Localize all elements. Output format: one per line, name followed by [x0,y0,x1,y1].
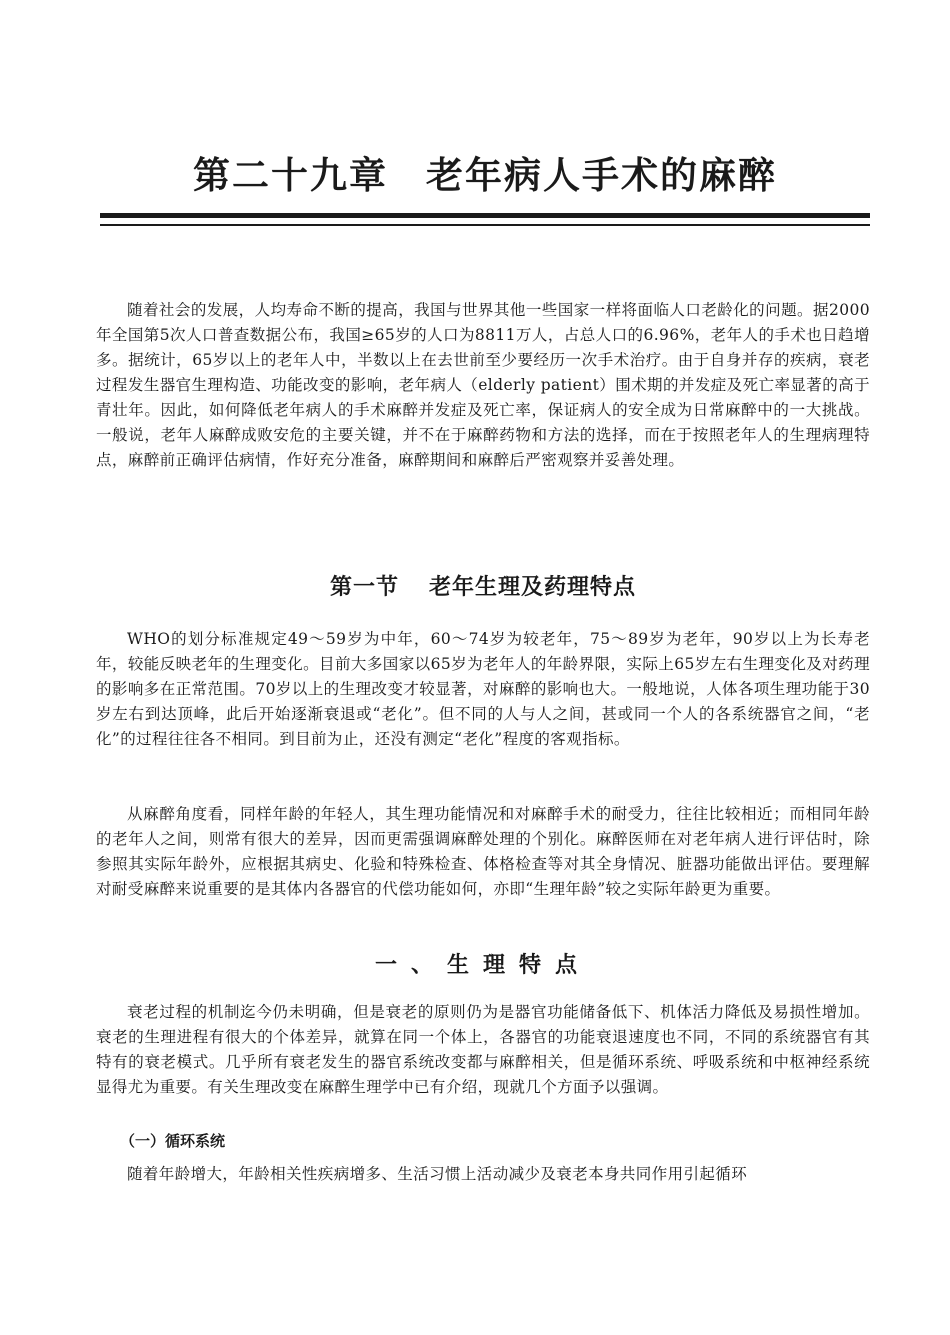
intro-paragraph: 随着社会的发展，人均寿命不断的提高，我国与世界其他一些国家一样将面临人口老龄化的问题。据2000年全国第5次人口普查数据公布，我国≥65岁的人口为8811万人，占总人口的6.96%，老年人的手术也日趋增多。据统计，65岁以上的老年人中，半数以上在去世前至少要经历一次手术治疗。由于自身并存的疾病，衰老过程发生器官生理构造、功能改变的影响，老年病人（elderly patient）围术期的并发症及死亡率显著的高于青壮年。因此，如何降低老年病人的手术麻醉并发症及死亡率，保证病人的安全成为日常麻醉中的一大挑战。一般说，老年人麻醉成败安危的主要关键，并不在于麻醉药物和方法的选择，而在于按照老年人的生理病理特点，麻醉前正确评估病情，作好充分准备，麻醉期间和麻醉后严密观察并妥善处理。 [96,301,870,469]
title-rule-thin [100,224,870,226]
chapter-name: 老年病人手术的麻醉 [426,153,777,197]
section-paragraph-1: WHO的划分标准规定49～59岁为中年，60～74岁为较老年，75～89岁为老年，90岁以上为长寿老年，较能反映老年的生理变化。目前大多国家以65岁为老年人的年龄界限，实际上65岁左右生理变化及对药理的影响多在正常范围。70岁以上的生理改变才较显著，对麻醉的影响也大。一般地说，人体各项生理功能于30岁左右到达顶峰，此后开始逐渐衰退或“老化”。但不同的人与人之间，甚或同一个人的各系统器官之间，“老化”的过程往往各不相同。到目前为止，还没有测定“老化”程度的客观指标。 [96,630,870,748]
chapter-title [100,150,870,200]
section-number: 第一节 [329,575,399,600]
circulation-paragraph: 随着年龄增大，年龄相关性疾病增多、生活习惯上活动减少及衰老本身共同作用引起循环 [127,1165,748,1183]
chapter-number: 第二十九章 [193,153,388,197]
title-rule-thick [100,213,870,218]
section-name: 老年生理及药理特点 [429,575,637,600]
section-paragraph-2: 从麻醉角度看，同样年龄的年轻人，其生理功能情况和对麻醉手术的耐受力，往往比较相近；而相同年龄的老年人之间，则常有很大的差异，因而更需强调麻醉处理的个别化。麻醉医师在对老年病人进行评估时，除参照其实际年龄外，应根据其病史、化验和特殊检查、体格检查等对其全身情况、脏器功能做出评估。要理解对耐受麻醉来说重要的是其体内各器官的代偿功能如何，亦即“生理年龄”较之实际年龄更为重要。 [96,805,870,898]
subsection-paragraph: 衰老过程的机制迄今仍未明确，但是衰老的原则仍为是器官功能储备低下、机体活力降低及易损性增加。衰老的生理进程有很大的个体差异，就算在同一个体上，各器官的功能衰退速度也不同，不同的系统器官有其特有的衰老模式。几乎所有衰老发生的器官系统改变都与麻醉相关，但是循环系统、呼吸系统和中枢神经系统显得尤为重要。有关生理改变在麻醉生理学中已有介绍，现就几个方面予以强调。 [96,1003,870,1096]
subsection-heading: 一、生理特点 [374,952,591,978]
section-heading [96,573,870,603]
minor-heading-circulation: （一）循环系统 [120,1132,226,1150]
